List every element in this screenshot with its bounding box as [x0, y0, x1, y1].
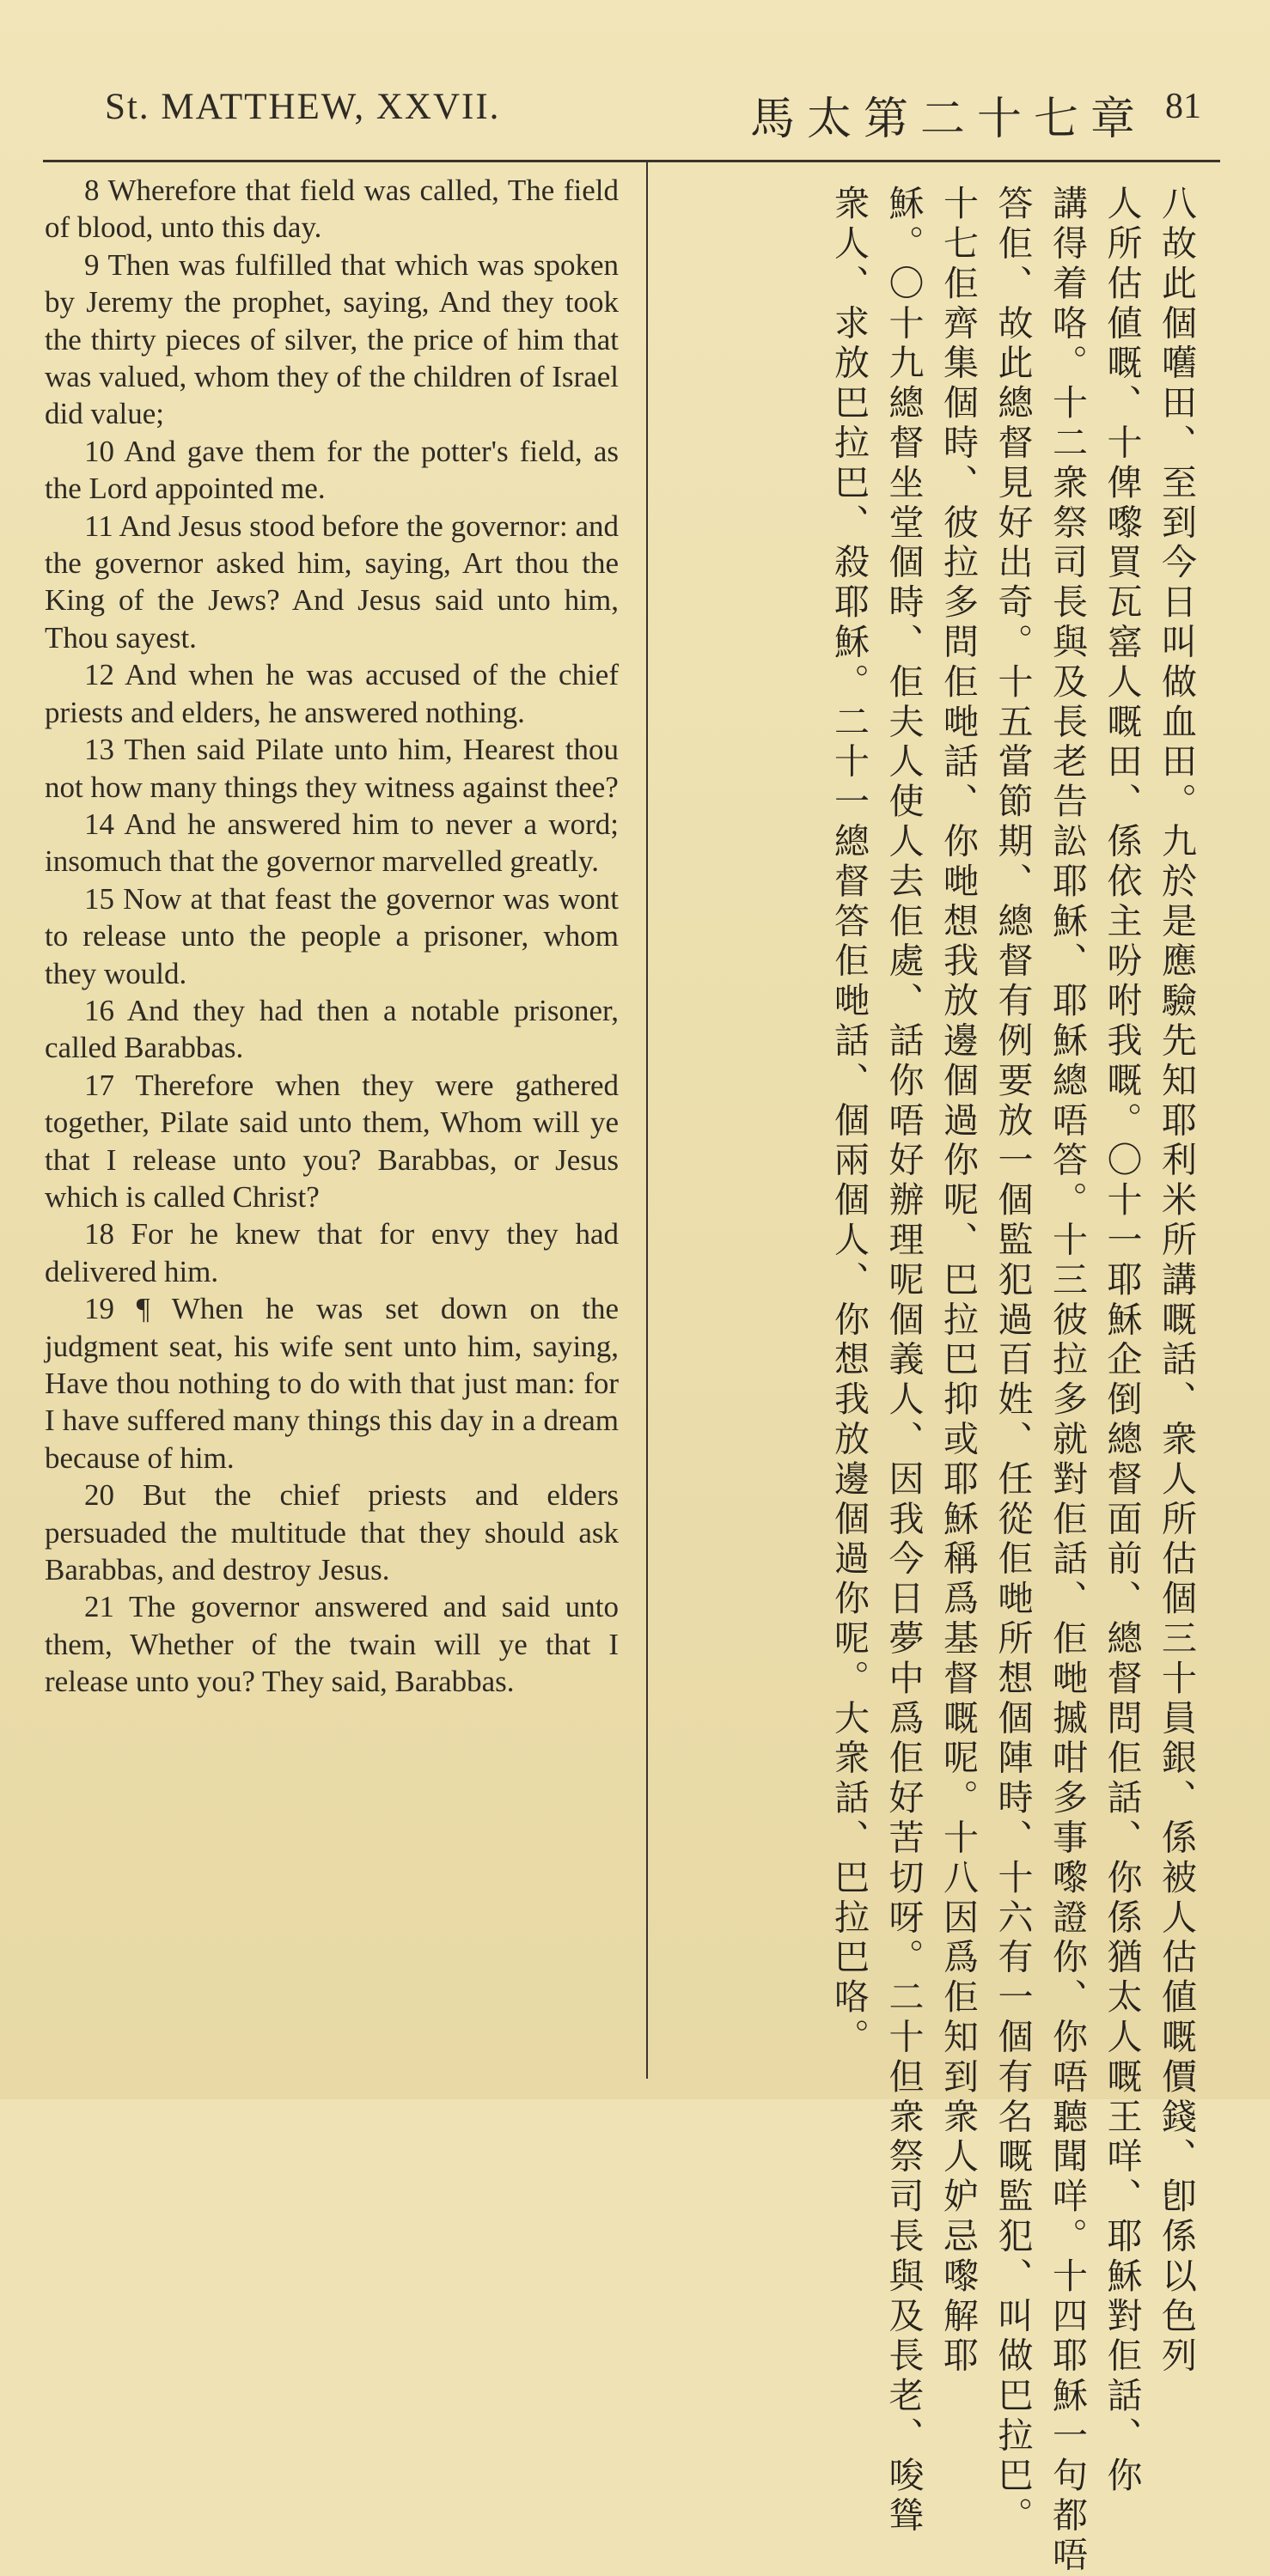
verse-14: 14 And he answered him to never a word; insomuch that the governor marvelled greatly. [45, 807, 619, 879]
verse-12: 12 And when he was accused of the chief priests and elders, he answered nothing. [45, 658, 619, 729]
chinese-line-5: 十七佢齊集個時、彼拉多問佢哋話、你哋想我放邊個過你呢、巴拉巴抑或耶穌稱爲基督嘅呢。十八因爲佢知到衆人妒忌嚟解耶 [937, 185, 979, 2377]
chinese-line-3: 講得着咯。十二衆祭司長與及長老告訟耶穌、耶穌總唔答。十三彼拉多就對佢話、佢哋摵咁多事嚟證你、你唔聽聞咩。十四耶穌一句都唔 [1047, 185, 1088, 2576]
chinese-line-1: 八故此個嚿田、至到今日叫做血田。九於是應驗先知耶利米所講嘅話、衆人所估個三十員銀、係被人估値嘅價錢、卽係以色列 [1156, 185, 1197, 2377]
verse-13: 13 Then said Pilate unto him, Hearest thou not how many things they witness against thee? [45, 733, 619, 804]
verse-15: 15 Now at that feast the governor was wont to release unto the people a prisoner, whom they would. [45, 881, 619, 990]
verse-9: 9 Then was fulfilled that which was spoken by Jeremy the prophet, saying, And they took the thirty pieces of silver, the price of him that was valued, whom they of the children of Israel did value; [45, 247, 619, 431]
chinese-line-2: 人所估値嘅、十俾嚟買瓦窰人嘅田、係依主吩咐我嘅。〇十一耶穌企倒總督面前、總督問佢話、你係猶太人嘅王咩、耶穌對佢話、你 [1101, 185, 1143, 2497]
verse-19: 19 ¶ When he was set down on the judgment seat, his wife sent unto him, saying, Have thou nothing to do with that just man: for I have suffered many things this day in a dream because of him. [45, 1292, 619, 1475]
english-column [45, 172, 619, 2061]
page-number: 81 [1165, 87, 1201, 126]
verse-20: 20 But the chief priests and elders persuaded the multitude that they should ask Barabbas, and destroy Jesus. [45, 1478, 619, 1587]
verse-17: 17 Therefore when they were gathered together, Pilate said unto them, Whom will ye that I release unto you? Barabbas, or Jesus which is called Christ? [45, 1068, 619, 1214]
verse-11: 11 And Jesus stood before the governor: and the governor asked him, saying, Art thou the King of the Jews? And Jesus said unto him, Thou sayest. [45, 509, 619, 655]
chinese-line-4: 答佢、故此總督見好出奇。十五當節期、總督有例要放一個監犯過百姓、任從佢哋所想個陣時、十六有一個有名嘅監犯、叫做巴拉巴。 [992, 185, 1034, 2536]
chinese-line-6: 穌。〇十九總督坐堂個時、佢夫人使人去佢處、話你唔好辦理呢個義人、因我今日夢中爲佢好苦切呀。二十但衆祭司長與及長老、唆聳 [882, 185, 925, 2536]
verse-10: 10 And gave them for the potter's field, as the Lord appointed me. [45, 434, 619, 506]
page-header [0, 0, 1270, 163]
chinese-line-7: 衆人、求放巴拉巴、殺耶穌。二十一總督答佢哋話、個兩個人、你想我放邊個過你呢。大衆話、巴拉巴咯。 [828, 185, 870, 2058]
verse-16: 16 And they had then a notable prisoner, called Barabbas. [45, 993, 619, 1065]
column-divider [646, 161, 648, 2079]
chinese-column [653, 185, 1203, 2576]
english-running-title: St. MATTHEW, XXVII. [105, 87, 501, 127]
verse-8: 8 Wherefore that field was called, The field of blood, unto this day. [45, 174, 619, 245]
verse-21: 21 The governor answered and said unto them, Whether of the twain will ye that I release unto you? They said, Barabbas. [45, 1590, 619, 1699]
header-rule [43, 160, 1220, 162]
verse-18: 18 For he knew that for envy they had delivered him. [45, 1217, 619, 1288]
chinese-running-title: 馬太第二十七章 [750, 94, 1148, 145]
